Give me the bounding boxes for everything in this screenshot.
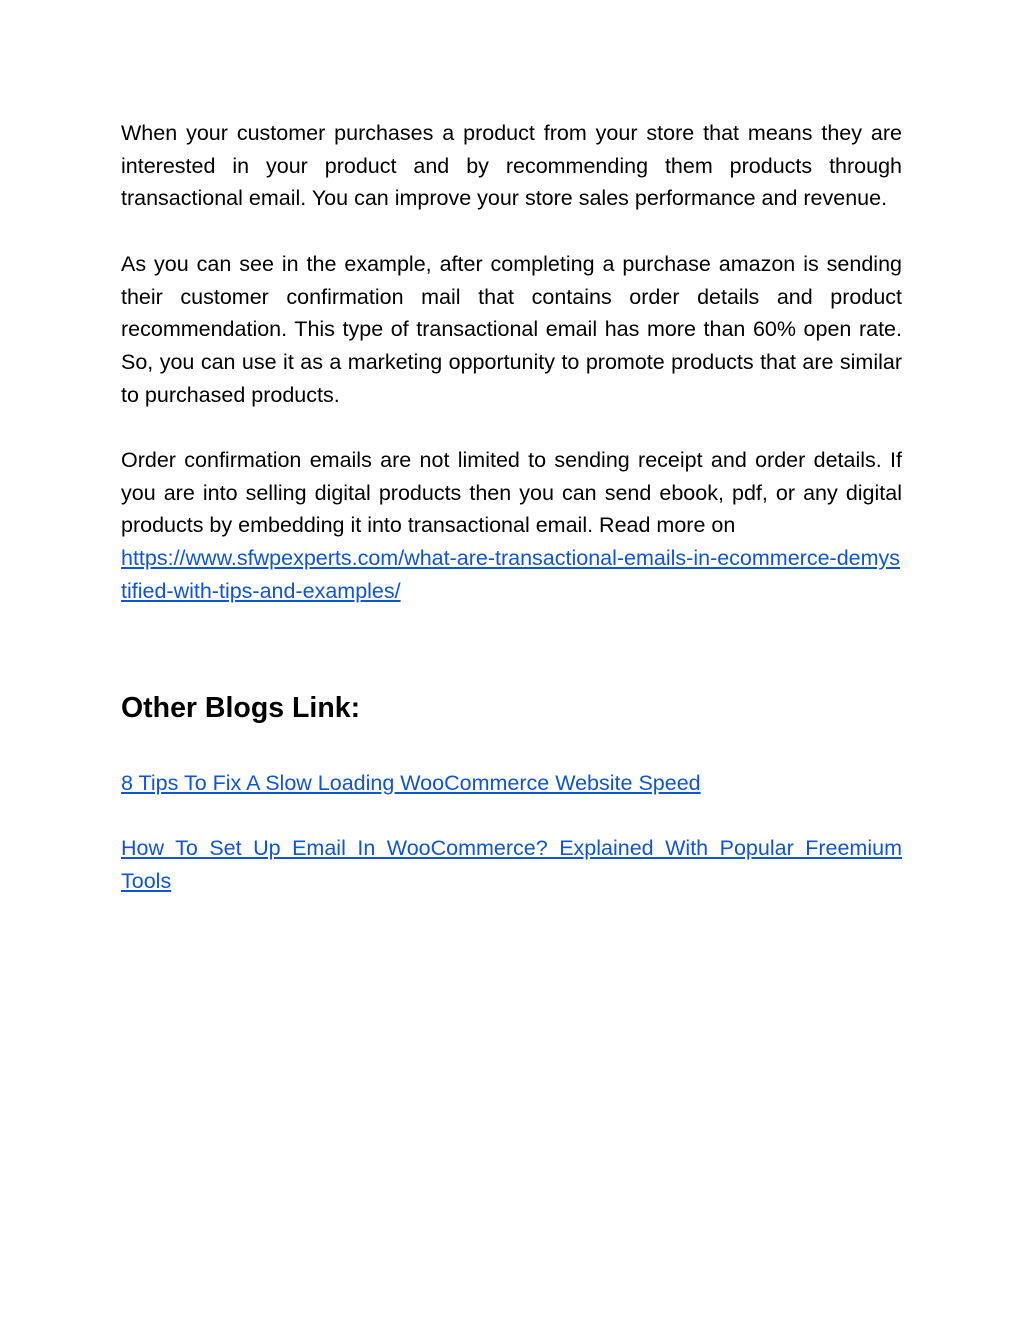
read-more-link[interactable]: https://www.sfwpexperts.com/what-are-transactional-emails-in-ecommerce-demystified-with-tips-and-examples/ bbox=[121, 546, 901, 603]
paragraph-amazon-example: As you can see in the example, after completing a purchase amazon is sending their customer confirmation mail that contains order details and product recommendation. This type of transactional email has more than 60% open rate. So, you can use it as a marketing opportunity to promote products that are similar to purchased products. bbox=[121, 251, 902, 407]
blog-link-email-setup[interactable]: How To Set Up Email In WooCommerce? Explained With Popular Freemium Tools bbox=[121, 835, 902, 893]
document-page bbox=[121, 117, 902, 930]
paragraph-intro: When your customer purchases a product from your store that means they are interested in your product and by recommending them products through transactional email. You can improve your store sales performance and revenue. bbox=[121, 121, 902, 211]
blog-link-item bbox=[121, 832, 902, 897]
blog-link-slow-loading[interactable]: 8 Tips To Fix A Slow Loading WooCommerce Website Speed bbox=[121, 770, 701, 795]
other-blogs-heading: Other Blogs Link: bbox=[121, 691, 361, 724]
paragraph-order-confirmation: Order confirmation emails are not limited to sending receipt and order details. If you are into selling digital products then you can send ebook, pdf, or any digital products by embedding it into transactional email. Read more on bbox=[121, 448, 902, 538]
blog-link-item bbox=[121, 767, 902, 800]
